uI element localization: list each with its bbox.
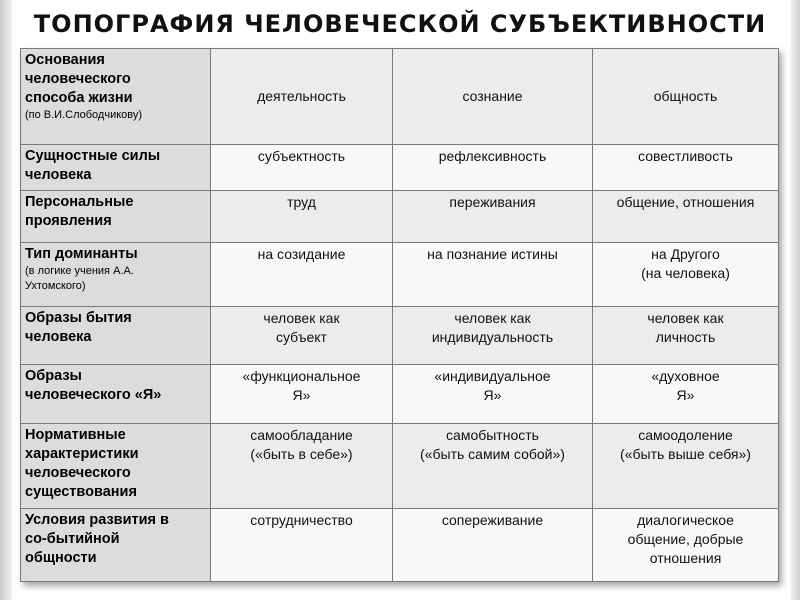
table-cell xyxy=(593,423,779,508)
row-label-line: характеристики xyxy=(25,445,139,462)
cell-line: субъект xyxy=(276,329,327,346)
cell-line: общение, отношения xyxy=(616,193,755,210)
row-label-line: Персональные xyxy=(25,193,134,210)
table-cell xyxy=(393,509,593,582)
cell-line: труд xyxy=(287,193,316,210)
cell-line: общность xyxy=(653,87,718,104)
row-label-note: (по В.И.Слободчикову) xyxy=(25,109,143,121)
cell-line: рефлексивность xyxy=(438,147,547,164)
table-row xyxy=(21,307,779,365)
row-label-note: Ухтомского) xyxy=(25,279,86,292)
row-label xyxy=(21,242,211,307)
cell-line: на Другого xyxy=(651,245,720,262)
row-label-line: человеческого «Я» xyxy=(25,387,162,404)
row-label xyxy=(21,509,211,582)
table-row xyxy=(21,423,779,508)
row-label-line: Условия развития в xyxy=(25,512,169,529)
table-row xyxy=(21,509,779,582)
row-label xyxy=(21,190,211,242)
row-label-line: Образы бытия xyxy=(25,310,132,327)
cell-line: самоодоление xyxy=(638,426,733,443)
row-label-line: Тип доминанты xyxy=(25,245,138,262)
table-row xyxy=(21,190,779,242)
row-label xyxy=(21,307,211,365)
row-label-line: общности xyxy=(25,550,97,567)
cell-line: сопереживание xyxy=(441,512,544,529)
cell-line: субъектность xyxy=(257,147,346,164)
table-row xyxy=(21,49,779,145)
table-row xyxy=(21,242,779,307)
row-label-line: способа жизни xyxy=(25,90,133,106)
cell-line: («быть в себе») xyxy=(250,445,353,462)
row-label xyxy=(21,144,211,190)
row-label-line: Сущностные силы xyxy=(25,147,161,164)
row-label xyxy=(21,423,211,508)
slide-right-edge xyxy=(790,0,800,600)
row-label xyxy=(21,365,211,423)
row-label-line: человеческого xyxy=(25,71,131,87)
row-label-line: человека xyxy=(25,329,92,346)
table-cell xyxy=(393,144,593,190)
cell-line: человек как xyxy=(454,310,531,327)
table-cell xyxy=(393,190,593,242)
table-cell xyxy=(593,144,779,190)
cell-line: отношения xyxy=(649,550,722,567)
table-cell xyxy=(393,242,593,307)
table-cell xyxy=(393,307,593,365)
table-cell xyxy=(211,365,393,423)
cell-line: самообладание xyxy=(250,426,353,443)
cell-line: самобытность xyxy=(446,426,539,443)
table-cell xyxy=(393,423,593,508)
table-cell xyxy=(393,49,593,145)
cell-line: человек как xyxy=(647,310,724,327)
page-title: ТОПОГРАФИЯ ЧЕЛОВЕЧЕСКОЙ СУБЪЕКТИВНОСТИ xyxy=(33,10,767,38)
row-label-line: человека xyxy=(25,166,92,183)
row-label-line: Основания xyxy=(25,52,105,68)
cell-line: личность xyxy=(655,329,716,346)
cell-line: сознание xyxy=(462,87,523,104)
table-cell xyxy=(211,144,393,190)
cell-line: (на человека) xyxy=(641,264,730,281)
row-label xyxy=(21,49,211,145)
table-row xyxy=(21,144,779,190)
row-label-line: проявления xyxy=(25,212,112,229)
table-cell xyxy=(211,49,393,145)
cell-line: деятельность xyxy=(257,87,346,104)
slide-left-edge xyxy=(0,0,12,600)
cell-line: сотрудничество xyxy=(250,512,353,529)
cell-line: на созидание xyxy=(257,245,346,262)
table-cell xyxy=(211,423,393,508)
cell-line: общение, добрые xyxy=(627,531,744,548)
table-body xyxy=(21,49,779,582)
row-label-line: Образы xyxy=(25,368,82,385)
table-cell xyxy=(393,365,593,423)
row-label-note: (в логике учения А.А. xyxy=(25,264,134,277)
table-cell xyxy=(593,49,779,145)
cell-line: на познание истины xyxy=(427,245,558,262)
cell-line: диалогическое xyxy=(637,512,734,529)
cell-line: Я» xyxy=(483,387,502,404)
table-cell xyxy=(211,509,393,582)
table-row xyxy=(21,365,779,423)
cell-line: совестливость xyxy=(638,147,733,164)
cell-line: переживания xyxy=(449,193,536,210)
cell-line: человек как xyxy=(263,310,340,327)
table-cell xyxy=(593,509,779,582)
cell-line: Я» xyxy=(676,387,695,404)
table-cell xyxy=(211,307,393,365)
cell-line: («быть самим собой») xyxy=(420,445,565,462)
cell-line: «индивидуальное xyxy=(434,368,551,385)
cell-line: «духовное xyxy=(651,368,720,385)
topography-table xyxy=(20,48,779,582)
table-cell xyxy=(593,242,779,307)
table-cell xyxy=(593,190,779,242)
table-cell xyxy=(593,307,779,365)
row-label-line: существования xyxy=(25,483,137,500)
table-cell xyxy=(593,365,779,423)
cell-line: Я» xyxy=(292,387,311,404)
row-label-line: человеческого xyxy=(25,464,131,481)
table-cell xyxy=(211,242,393,307)
cell-line: индивидуальность xyxy=(431,329,554,346)
row-label-line: Нормативные xyxy=(25,426,126,443)
cell-line: («быть выше себя») xyxy=(620,445,751,462)
row-label-line: со-бытийной xyxy=(25,531,120,548)
table-cell xyxy=(211,190,393,242)
cell-line: «функциональное xyxy=(242,368,361,385)
